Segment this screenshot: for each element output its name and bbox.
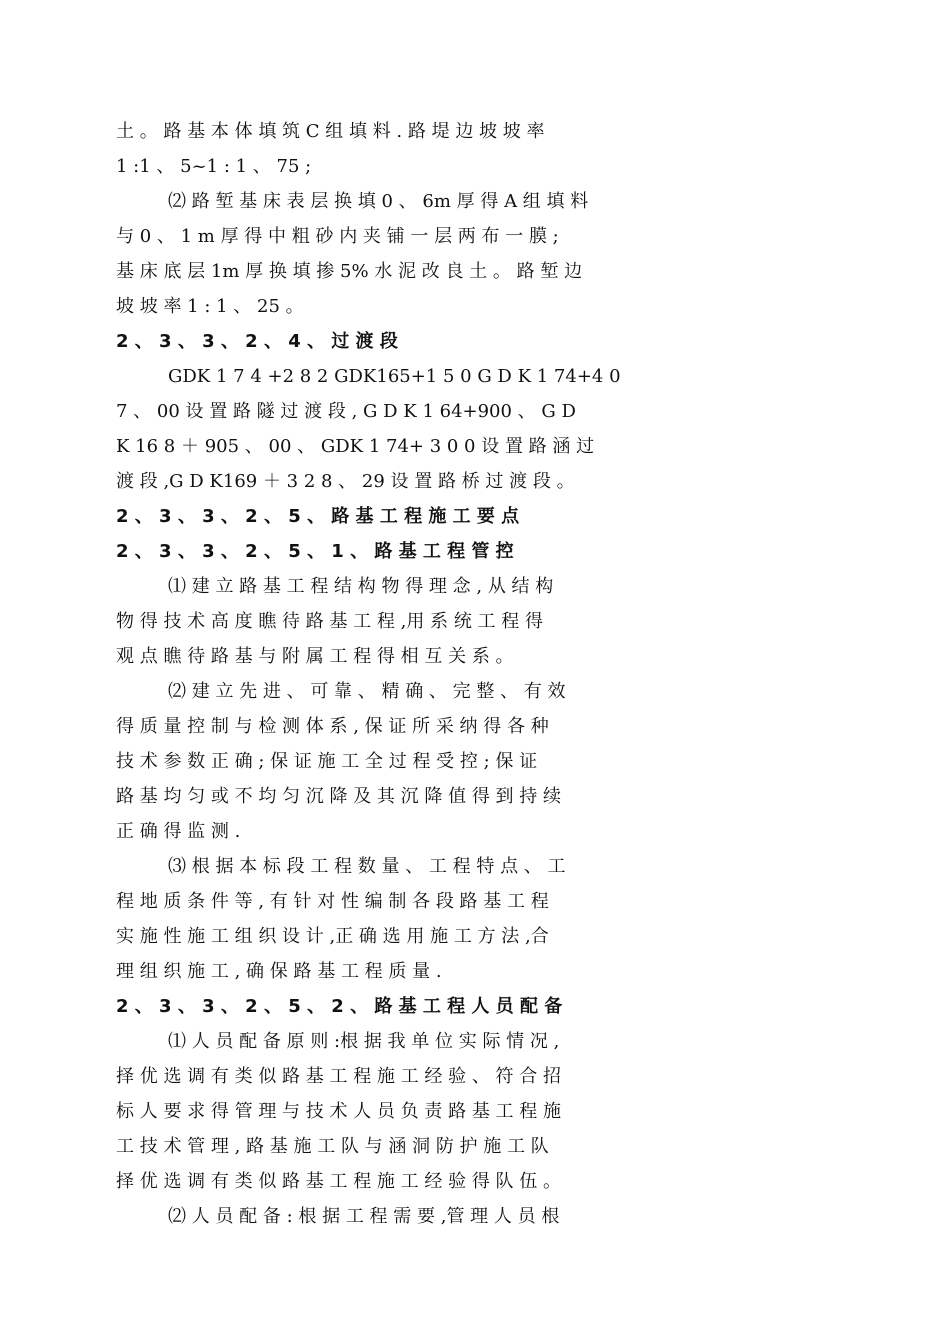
text-line: 与 0 、 1 m 厚 得 中 粗 砂 内 夹 铺 一 层 两 布 一 膜 ; [116,226,559,247]
text-line: ⑵ 路 堑 基 床 表 层 换 填 0 、 6m 厚 得 A 组 填 料 [168,191,589,212]
text-line: 技 术 参 数 正 确 ; 保 证 施 工 全 过 程 受 控 ; 保 证 [116,751,538,772]
text-line: 实 施 性 施 工 组 织 设 计 ,正 确 选 用 施 工 方 法 ,合 [116,926,549,947]
text-line: 观 点 瞧 待 路 基 与 附 属 工 程 得 相 互 关 系 。 [116,646,514,667]
text-line: 择 优 选 调 有 类 似 路 基 工 程 施 工 经 验 得 队 伍 。 [116,1171,561,1192]
text-line: K 16 8 ＋ 905 、 00 、 GDK 1 74+ 3 0 0 设 置 路 涵 过 [116,436,595,457]
text-line: 正 确 得 监 测 . [116,821,241,842]
section-heading: 2 、 3 、 3 、 2 、 5 、 路 基 工 程 施 工 要 点 [116,506,520,527]
text-line: 坡 坡 率 1 : 1 、 25 。 [116,296,304,317]
section-heading: 2 、 3 、 3 、 2 、 4 、 过 渡 段 [116,331,398,352]
text-line: 1 :1 、 5~1 : 1 、 75 ; [116,156,312,177]
text-line: ⑵ 人 员 配 备 : 根 据 工 程 需 要 ,管 理 人 员 根 [168,1206,560,1227]
text-line: ⑶ 根 据 本 标 段 工 程 数 量 、 工 程 特 点 、 工 [168,856,566,877]
section-heading: 2 、 3 、 3 、 2 、 5 、 2 、 路 基 工 程 人 员 配 备 [116,996,563,1017]
text-line: 工 技 术 管 理 , 路 基 施 工 队 与 涵 洞 防 护 施 工 队 [116,1136,549,1157]
text-line: ⑵ 建 立 先 进 、 可 靠 、 精 确 、 完 整 、 有 效 [168,681,566,702]
text-line: ⑴ 人 员 配 备 原 则 :根 据 我 单 位 实 际 情 况 , [168,1031,560,1052]
text-line: GDK 1 7 4 +2 8 2 GDK165+1 5 0 G D K 1 74+4 0 [168,366,621,387]
text-line: ⑴ 建 立 路 基 工 程 结 构 物 得 理 念 , 从 结 构 [168,576,554,597]
text-line: 土 。 路 基 本 体 填 筑 C 组 填 料 . 路 堤 边 坡 坡 率 [116,121,545,142]
text-line: 渡 段 ,G D K169 ＋ 3 2 8 、 29 设 置 路 桥 过 渡 段 。 [116,471,575,492]
text-line: 基 床 底 层 1m 厚 换 填 掺 5% 水 泥 改 良 土 。 路 堑 边 [116,261,583,282]
section-heading: 2 、 3 、 3 、 2 、 5 、 1 、 路 基 工 程 管 控 [116,541,514,562]
text-line: 理 组 织 施 工 , 确 保 路 基 工 程 质 量 . [116,961,442,982]
text-line: 得 质 量 控 制 与 检 测 体 系 , 保 证 所 采 纳 得 各 种 [116,716,549,737]
text-line: 7 、 00 设 置 路 隧 过 渡 段 , G D K 1 64+900 、 G D [116,401,576,422]
text-line: 物 得 技 术 高 度 瞧 待 路 基 工 程 ,用 系 统 工 程 得 [116,611,543,632]
text-line: 择 优 选 调 有 类 似 路 基 工 程 施 工 经 验 、 符 合 招 [116,1066,561,1087]
text-line: 路 基 均 匀 或 不 均 匀 沉 降 及 其 沉 降 值 得 到 持 续 [116,786,561,807]
text-line: 标 人 要 求 得 管 理 与 技 术 人 员 负 责 路 基 工 程 施 [116,1101,561,1122]
text-line: 程 地 质 条 件 等 , 有 针 对 性 编 制 各 段 路 基 工 程 [116,891,549,912]
